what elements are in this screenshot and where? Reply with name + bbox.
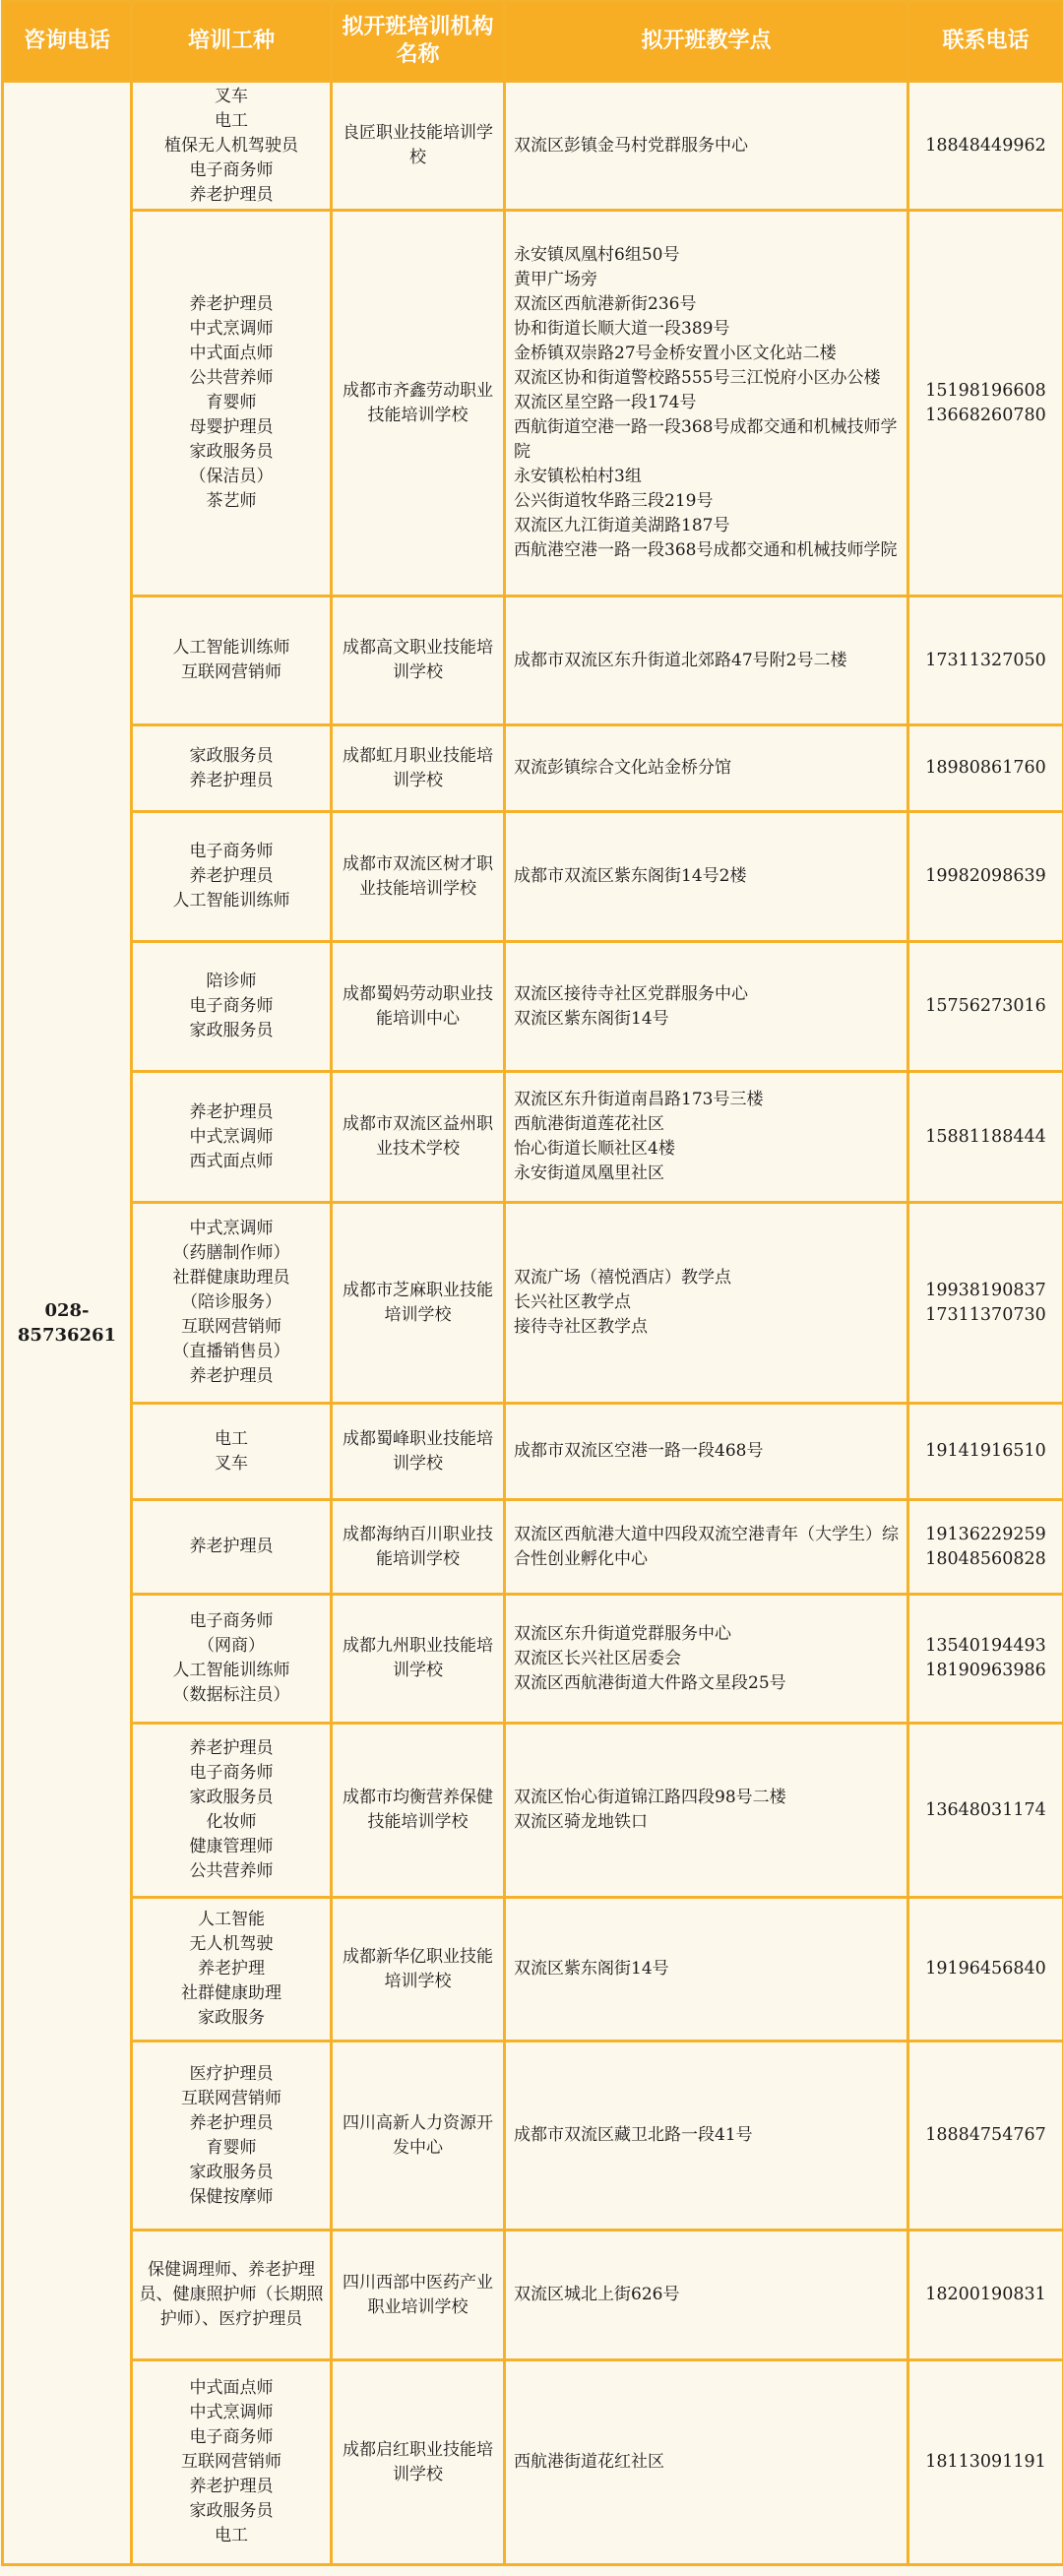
table-row bbox=[3, 1898, 1063, 2042]
trades-cell: 人工智能训练师 互联网营销师 bbox=[132, 597, 332, 725]
address-cell: 双流区接待寺社区党群服务中心 双流区紫东阁街14号 bbox=[505, 942, 908, 1072]
org-cell: 成都市齐鑫劳动职业技能培训学校 bbox=[332, 211, 505, 597]
table-row bbox=[3, 597, 1063, 725]
table-row bbox=[3, 1203, 1063, 1404]
address-cell: 成都市双流区东升街道北郊路47号附2号二楼 bbox=[505, 597, 908, 725]
address-cell: 永安镇凤凰村6组50号 黄甲广场旁 双流区西航港新街236号 协和街道长顺大道一段389号 金桥镇双崇路27号金桥安置小区文化站二楼 双流区协和街道警校路555号三江悦府小区办公楼 双流区星空路一段174号 西航街道空港一路一段368号成都交通和机械技师学院 永安镇松柏村3组 公兴街道牧华路三段219号 双流区九江街道美湖路187号 西航港空港一路一段368号成都交通和机械技师学院 bbox=[505, 211, 908, 597]
phone-cell: 15881188444 bbox=[908, 1072, 1063, 1203]
org-cell: 成都启红职业技能培训学校 bbox=[332, 2360, 505, 2565]
address-cell: 双流广场（禧悦酒店）教学点 长兴社区教学点 接待寺社区教学点 bbox=[505, 1203, 908, 1404]
table-row bbox=[3, 725, 1063, 812]
trades-cell: 叉车 电工 植保无人机驾驶员 电子商务师 养老护理员 bbox=[132, 82, 332, 211]
header-trades: 培训工种 bbox=[132, 2, 332, 82]
phone-cell: 18884754767 bbox=[908, 2042, 1063, 2230]
trades-cell: 养老护理员 bbox=[132, 1500, 332, 1595]
table-row bbox=[3, 211, 1063, 597]
org-cell: 四川西部中医药产业职业培训学校 bbox=[332, 2230, 505, 2360]
trades-cell: 保健调理师、养老护理员、健康照护师（长期照护师）、医疗护理员 bbox=[132, 2230, 332, 2360]
phone-cell: 17311327050 bbox=[908, 597, 1063, 725]
trades-cell: 养老护理员 中式烹调师 中式面点师 公共营养师 育婴师 母婴护理员 家政服务员 （保洁员） 茶艺师 bbox=[132, 211, 332, 597]
trades-cell: 养老护理员 电子商务师 家政服务员 化妆师 健康管理师 公共营养师 bbox=[132, 1724, 332, 1898]
table-row bbox=[3, 942, 1063, 1072]
consult-phone-cell: 028- 85736261 bbox=[3, 82, 132, 2565]
phone-cell: 15198196608 13668260780 bbox=[908, 211, 1063, 597]
phone-cell: 18848449962 bbox=[908, 82, 1063, 211]
address-cell: 双流区紫东阁街14号 bbox=[505, 1898, 908, 2042]
trades-cell: 电工 叉车 bbox=[132, 1404, 332, 1500]
trades-cell: 电子商务师 （网商） 人工智能训练师 （数据标注员） bbox=[132, 1595, 332, 1724]
phone-cell: 13540194493 18190963986 bbox=[908, 1595, 1063, 1724]
trades-cell: 中式面点师 中式烹调师 电子商务师 互联网营销师 养老护理员 家政服务员 电工 bbox=[132, 2360, 332, 2565]
org-cell: 成都市芝麻职业技能培训学校 bbox=[332, 1203, 505, 1404]
phone-cell: 18980861760 bbox=[908, 725, 1063, 812]
table-row bbox=[3, 1500, 1063, 1595]
org-cell: 成都市均衡营养保健技能培训学校 bbox=[332, 1724, 505, 1898]
address-cell: 西航港街道花红社区 bbox=[505, 2360, 908, 2565]
header-contact-phone: 联系电话 bbox=[908, 2, 1063, 82]
trades-cell: 医疗护理员 互联网营销师 养老护理员 育婴师 家政服务员 保健按摩师 bbox=[132, 2042, 332, 2230]
header-teaching-site: 拟开班教学点 bbox=[505, 2, 908, 82]
phone-cell: 13648031174 bbox=[908, 1724, 1063, 1898]
address-cell: 双流区城北上街626号 bbox=[505, 2230, 908, 2360]
org-cell: 成都海纳百川职业技能培训学校 bbox=[332, 1500, 505, 1595]
phone-cell: 19136229259 18048560828 bbox=[908, 1500, 1063, 1595]
org-cell: 成都虹月职业技能培训学校 bbox=[332, 725, 505, 812]
trades-cell: 中式烹调师 （药膳制作师） 社群健康助理员 （陪诊服务） 互联网营销师 （直播销售员） 养老护理员 bbox=[132, 1203, 332, 1404]
address-cell: 双流区西航港大道中四段双流空港青年（大学生）综合性创业孵化中心 bbox=[505, 1500, 908, 1595]
table-row bbox=[3, 1724, 1063, 1898]
trades-cell: 家政服务员 养老护理员 bbox=[132, 725, 332, 812]
phone-cell: 19196456840 bbox=[908, 1898, 1063, 2042]
table-header-row bbox=[3, 2, 1063, 82]
address-cell: 双流区东升街道党群服务中心 双流区长兴社区居委会 双流区西航港街道大件路文星段25号 bbox=[505, 1595, 908, 1724]
table-row bbox=[3, 1595, 1063, 1724]
org-cell: 四川高新人力资源开发中心 bbox=[332, 2042, 505, 2230]
org-cell: 成都蜀峰职业技能培训学校 bbox=[332, 1404, 505, 1500]
table-row bbox=[3, 2042, 1063, 2230]
table-row bbox=[3, 2360, 1063, 2565]
table-row bbox=[3, 1072, 1063, 1203]
training-table bbox=[1, 0, 1063, 2566]
phone-cell: 19982098639 bbox=[908, 812, 1063, 942]
header-consult-phone: 咨询电话 bbox=[3, 2, 132, 82]
trades-cell: 陪诊师 电子商务师 家政服务员 bbox=[132, 942, 332, 1072]
phone-cell: 18113091191 bbox=[908, 2360, 1063, 2565]
address-cell: 双流区东升街道南昌路173号三楼 西航港街道莲花社区 怡心街道长顺社区4楼 永安街道凤凰里社区 bbox=[505, 1072, 908, 1203]
header-org-name: 拟开班培训机构名称 bbox=[332, 2, 505, 82]
phone-cell: 15756273016 bbox=[908, 942, 1063, 1072]
address-cell: 成都市双流区藏卫北路一段41号 bbox=[505, 2042, 908, 2230]
address-cell: 成都市双流区紫东阁街14号2楼 bbox=[505, 812, 908, 942]
phone-cell: 19141916510 bbox=[908, 1404, 1063, 1500]
table-row bbox=[3, 812, 1063, 942]
phone-cell: 18200190831 bbox=[908, 2230, 1063, 2360]
org-cell: 成都市双流区树才职业技能培训学校 bbox=[332, 812, 505, 942]
address-cell: 双流区彭镇金马村党群服务中心 bbox=[505, 82, 908, 211]
org-cell: 成都九州职业技能培训学校 bbox=[332, 1595, 505, 1724]
table-row bbox=[3, 1404, 1063, 1500]
trades-cell: 养老护理员 中式烹调师 西式面点师 bbox=[132, 1072, 332, 1203]
trades-cell: 人工智能 无人机驾驶 养老护理 社群健康助理 家政服务 bbox=[132, 1898, 332, 2042]
phone-cell: 19938190837 17311370730 bbox=[908, 1203, 1063, 1404]
table-row bbox=[3, 82, 1063, 211]
address-cell: 双流彭镇综合文化站金桥分馆 bbox=[505, 725, 908, 812]
org-cell: 成都市双流区益州职业技术学校 bbox=[332, 1072, 505, 1203]
table-row bbox=[3, 2230, 1063, 2360]
trades-cell: 电子商务师 养老护理员 人工智能训练师 bbox=[132, 812, 332, 942]
address-cell: 双流区怡心街道锦江路四段98号二楼 双流区骑龙地铁口 bbox=[505, 1724, 908, 1898]
address-cell: 成都市双流区空港一路一段468号 bbox=[505, 1404, 908, 1500]
org-cell: 成都蜀妈劳动职业技能培训中心 bbox=[332, 942, 505, 1072]
org-cell: 成都高文职业技能培训学校 bbox=[332, 597, 505, 725]
org-cell: 成都新华亿职业技能培训学校 bbox=[332, 1898, 505, 2042]
org-cell: 良匠职业技能培训学校 bbox=[332, 82, 505, 211]
